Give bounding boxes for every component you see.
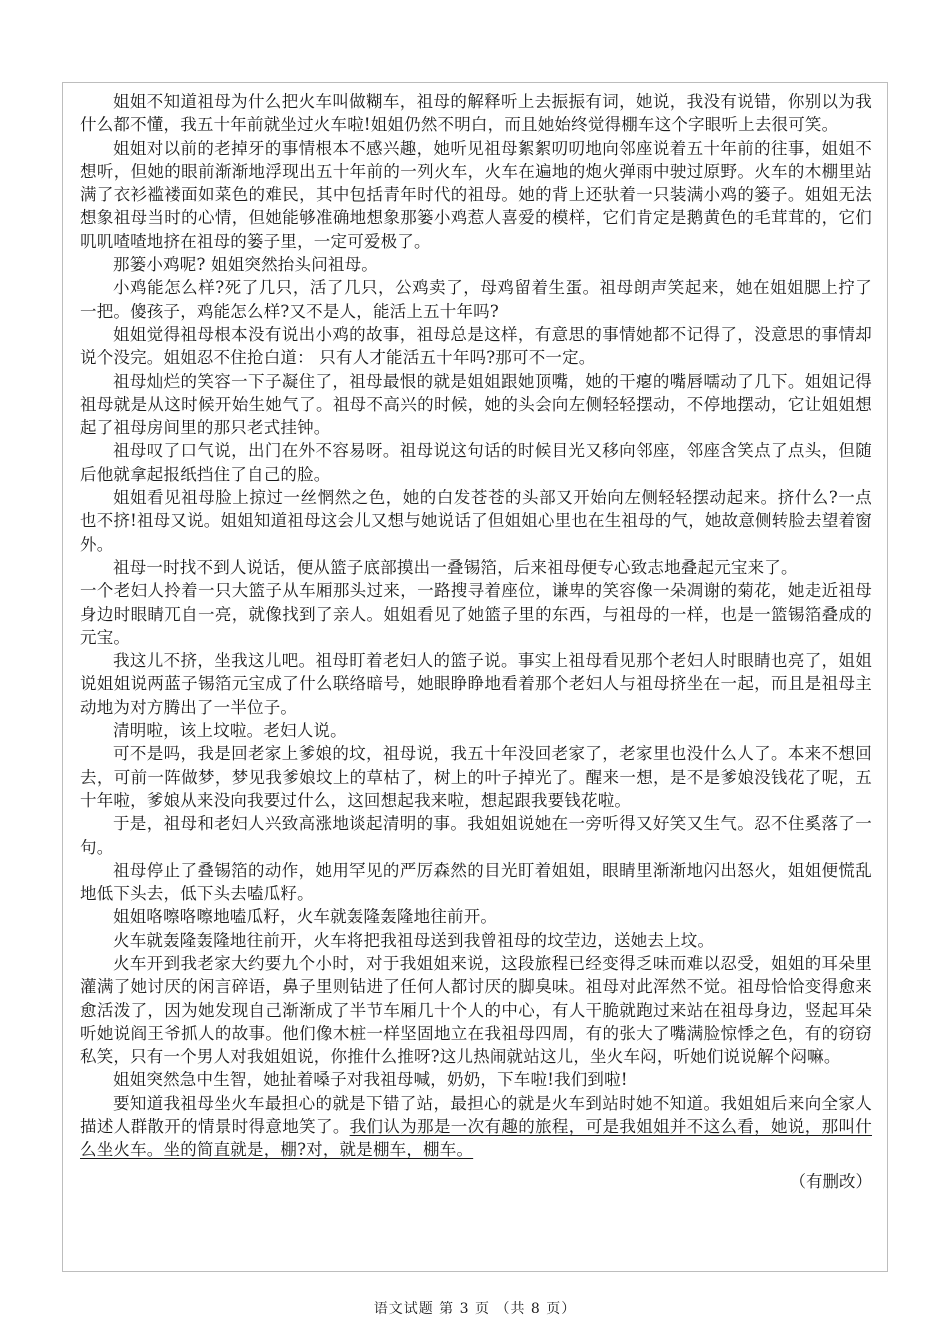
last-paragraph-text: 要知道我祖母坐火车最担心的就是下错了站，最担心的就是火车到站时她不知道。我姐姐后来向全家人描述人群散开的情景时得意地笑了。 <box>80 1093 872 1137</box>
article-body <box>80 90 872 1192</box>
paragraph: 我这儿不挤，坐我这儿吧。祖母盯着老妇人的篮子说。事实上祖母看见那个老妇人时眼睛也亮了，姐姐说姐姐说两蓝子锡箔元宝成了什么联络暗号，她眼睁睁地看着那个老妇人与祖母挤坐在一起，而且是祖母主动地为对方腾出了一半位子。 <box>80 651 872 717</box>
edit-note: （有删改） <box>789 1171 872 1191</box>
paragraph: 姐姐突然急中生智，她扯着嗓子对我祖母喊，奶奶，下车啦!我们到啦! <box>113 1070 628 1090</box>
paragraph: 祖母一时找不到人说话，便从篮子底部摸出一叠锡箔，后来祖母便专心致志地叠起元宝来了。 <box>113 557 798 577</box>
underlined-sentence: 我们认为那是一次有趣的旅程，可是我姐姐并不这么看，她说，那叫什么坐火车。坐的简直就是，棚?对，就是棚车，棚车。 <box>80 1117 872 1160</box>
paragraph: 小鸡能怎么样?死了几只，活了几只，公鸡卖了，母鸡留着生蛋。祖母朗声笑起来，她在姐姐腮上拧了一把。傻孩子，鸡能怎么样?又不是人，能活上五十年吗? <box>80 278 872 321</box>
paragraph: 清明啦，该上坟啦。老妇人说。 <box>113 721 347 741</box>
page-footer: 语文试题 第 3 页 （共 8 页） <box>373 1301 577 1317</box>
paragraph: 火车开到我老家大约要九个小时，对于我姐姐来说，这段旅程已经变得乏味而难以忍受，姐姐的耳朵里灌满了她讨厌的闲言碎语，鼻子里则钻进了任何人都讨厌的脚臭味。祖母对此浑然不觉。祖母恰恰变得愈来愈活泼了，因为她发现自己渐渐成了半节车厢几十个人的中心，有人干脆就跑过来站在祖母身边，竖起耳朵听她说阎王爷抓人的故事。他们像木桩一样坚固地立在我祖母四周，有的张大了嘴满脸惊悸之色，有的窃窃私笑，只有一个男人对我姐姐说，你推什么推呀?这儿热闹就站这儿，坐火车闷，听她们说说解个闷嘛。 <box>80 953 872 1067</box>
paragraph: 那篓小鸡呢? 姐姐突然抬头问祖母。 <box>113 255 378 275</box>
paragraph: 可不是吗，我是回老家上爹娘的坟，祖母说，我五十年没回老家了，老家里也没什么人了。本来不想回去，可前一阵做梦，梦见我爹娘坟上的草枯了，树上的叶子掉光了。醒来一想，是不是爹娘没钱花了呢，五十年啦，爹娘从来没向我要过什么，这回想起我来啦，想起跟我要钱花啦。 <box>80 744 872 810</box>
paragraph: 于是，祖母和老妇人兴致高涨地谈起清明的事。我姐姐说她在一旁听得又好笑又生气。忍不住奚落了一句。 <box>80 814 872 857</box>
last-paragraph <box>80 1092 872 1162</box>
paragraph: 姐姐觉得祖母根本没有说出小鸡的故事，祖母总是这样，有意思的事情她都不记得了，没意思的事情却说个没完。姐姐忍不住抢白道： 只有人才能活五十年吗?那可不一定。 <box>80 324 872 368</box>
paragraph: 祖母叹了口气说，出门在外不容易呀。祖母说这句话的时候目光又移向邻座，邻座含笑点了点头，但随后他就拿起报纸挡住了自己的脸。 <box>80 441 872 484</box>
note-row <box>80 1162 872 1192</box>
paragraph: 一个老妇人拎着一只大篮子从车厢那头过来，一路搜寻着座位，谦卑的笑容像一朵凋谢的菊花，她走近祖母身边时眼睛兀自一亮，就像找到了亲人。姐姐看见了她篮子里的东西，与祖母的一样，也是一篮锡箔叠成的元宝。 <box>80 581 872 647</box>
paragraph: 姐姐不知道祖母为什么把火车叫做糊车，祖母的解释听上去振振有词，她说，我没有说错，你别以为我什么都不懂，我五十年前就坐过火车啦!姐姐仍然不明白，而且她始终觉得棚车这个字眼听上去很可笑。 <box>80 92 872 135</box>
paragraph: 火车就轰隆轰隆地往前开，火车将把我祖母送到我曾祖母的坟茔边，送她去上坟。 <box>113 930 715 950</box>
paragraph: 姐姐看见祖母脸上掠过一丝惘然之色，她的白发苍苍的头部又开始向左侧轻轻摆动起来。挤什么?一点也不挤!祖母又说。姐姐知道祖母这会儿又想与她说话了但姐姐心里也在生祖母的气，她故意侧转脸去望着窗外。 <box>80 488 872 554</box>
paragraph: 姐姐咯嚓咯嚓地嗑瓜籽，火车就轰隆轰隆地往前开。 <box>113 907 498 927</box>
paragraph: 祖母停止了叠锡箔的动作，她用罕见的严厉森然的目光盯着姐姐，眼睛里渐渐地闪出怒火，姐姐便慌乱地低下头去，低下头去嗑瓜籽。 <box>80 860 872 904</box>
paragraph: 姐姐对以前的老掉牙的事情根本不感兴趣，她听见祖母絮絮叨叨地向邻座说着五十年前的往事，姐姐不想听，但她的眼前渐渐地浮现出五十年前的一列火车，火车在遍地的炮火弹雨中驶过原野。火车的木棚里站满了衣衫褴褛面如菜色的难民，其中包括青年时代的祖母。她的背上还驮着一只装满小鸡的篓子。姐姐无法想象祖母当时的心情，但她能够准确地想象那篓小鸡惹人喜爱的模样，它们肯定是鹅黄色的毛茸茸的，它们叽叽喳喳地挤在祖母的篓子里，一定可爱极了。 <box>80 138 872 251</box>
paragraph: 祖母灿烂的笑容一下子凝住了，祖母最恨的就是姐姐跟她顶嘴，她的干瘪的嘴唇嚅动了几下。姐姐记得祖母就是从这时候开始生她气了。祖母不高兴的时候，她的头会向左侧轻轻摆动，不停地摆动，它让姐姐想起了祖母房间里的那只老式挂钟。 <box>80 371 872 438</box>
